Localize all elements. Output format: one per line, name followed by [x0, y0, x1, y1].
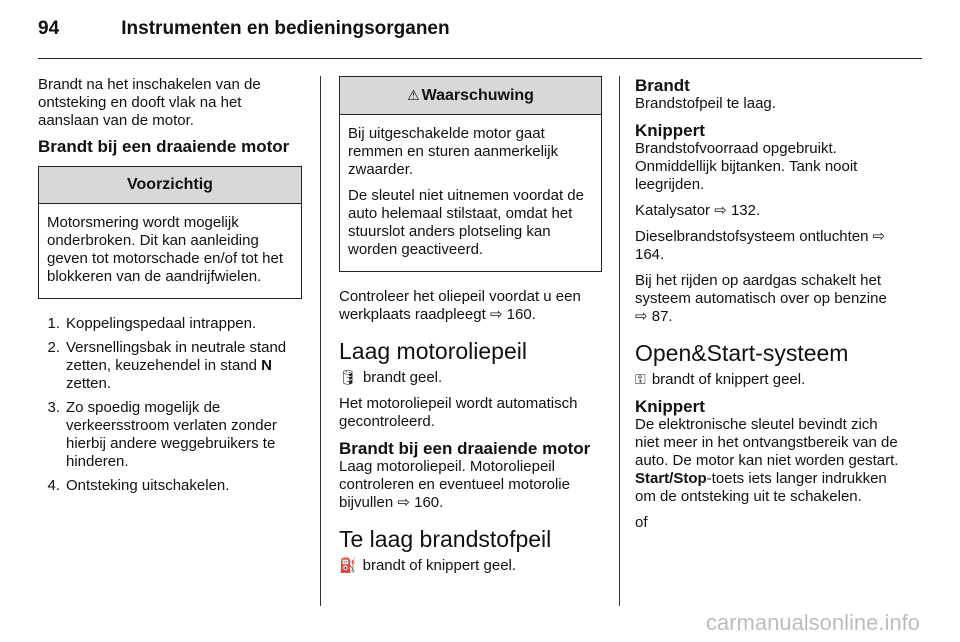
- section-heading: Laag motoroliepeil: [339, 338, 527, 364]
- list-item: 2. Versnellingsbak in neutrale stand zetten, keuzehendel in stand N zetten.: [47, 339, 287, 392]
- paragraph: ⛽ brandt of knippert geel.: [339, 557, 517, 574]
- column-2: [339, 76, 602, 583]
- page-number: 94: [38, 18, 60, 39]
- ref-arrow-icon: ⇨: [489, 306, 503, 323]
- fuel-pump-icon: ⛽: [339, 557, 357, 573]
- paragraph: Brandstofpeil te laag.: [635, 95, 776, 112]
- paragraph: Katalysator ⇨ 132.: [635, 202, 761, 219]
- warning-text: Bij uitgeschakelde motor gaat remmen en sturen aanmerkelijk zwaarder.: [348, 125, 559, 178]
- list-item: 1. Koppelingspedaal intrappen.: [47, 315, 257, 332]
- steps-list: [38, 315, 302, 495]
- paragraph: 🛢 brandt geel.: [339, 369, 443, 386]
- sub-heading: Brandt bij een draaiende motor: [339, 439, 591, 458]
- column-1: [38, 76, 302, 501]
- paragraph: Brandt na het inschakelen van de ontsteking en dooft vlak na het aanslaan van de motor.: [38, 76, 261, 129]
- paragraph: of: [635, 514, 648, 531]
- paragraph: Bij het rijden op aardgas schakelt het systeem automatisch over op benzine ⇨ 87.: [635, 272, 887, 325]
- ref-arrow-icon: ⇨: [872, 228, 886, 245]
- sub-heading: Knippert: [635, 397, 705, 416]
- page-title: Instrumenten en bedieningsorganen: [121, 18, 450, 39]
- section-heading: Te laag brandstofpeil: [339, 526, 552, 552]
- watermark: carmanualsonline.info: [705, 610, 920, 635]
- paragraph: ⚿ brandt of knippert geel.: [635, 371, 806, 388]
- page-header: [38, 18, 450, 40]
- header-rule: [38, 58, 922, 59]
- section-heading: Open&Start-systeem: [635, 340, 849, 366]
- paragraph: Dieselbrandstofsysteem ontluchten ⇨ 164.: [635, 228, 886, 263]
- section-heading: Brandt bij een draaiende motor: [38, 137, 290, 156]
- column-divider: [619, 76, 620, 606]
- caution-title: Voorzichtig: [39, 167, 301, 204]
- warning-box: [339, 76, 602, 272]
- ref-arrow-icon: ⇨: [635, 308, 648, 325]
- key-icon: ⚿: [635, 371, 646, 387]
- caution-box: [38, 166, 302, 299]
- column-divider: [320, 76, 321, 606]
- list-item: 3. Zo spoedig mogelijk de verkeersstroom verlaten zonder hierbij andere weggebruikers te hinderen.: [47, 399, 277, 470]
- oil-can-icon: 🛢: [339, 369, 357, 385]
- paragraph: Brandstofvoorraad opgebruikt. Onmiddellijk bijtanken. Tank nooit leegrijden.: [635, 140, 858, 193]
- ref-arrow-icon: ⇨: [397, 494, 410, 511]
- paragraph: De elektronische sleutel bevindt zich niet meer in het ontvangstbereik van de auto. De motor kan niet worden gestart. Start/Stop-toets iets langer indrukken om de ontsteking uit te schakelen.: [635, 416, 899, 505]
- sub-heading: Knippert: [635, 121, 705, 140]
- ref-arrow-icon: ⇨: [714, 202, 727, 219]
- column-3: [635, 76, 903, 540]
- warning-triangle-icon: ⚠: [407, 87, 420, 103]
- paragraph: Controleer het oliepeil voordat u een werkplaats raadpleegt ⇨ 160.: [339, 288, 581, 323]
- sub-heading: Brandt: [635, 76, 690, 95]
- warning-text: De sleutel niet uitnemen voordat de auto helemaal stilstaat, omdat het stuurslot anders plotseling kan worden geactiveerd.: [348, 187, 584, 258]
- list-item: 4. Ontsteking uitschakelen.: [47, 477, 230, 494]
- caution-text: Motorsmering wordt mogelijk onderbroken. Dit kan aanleiding geven tot motorschade en/of tot het blokkeren van de aandrijfwielen.: [47, 214, 283, 285]
- paragraph: Laag motoroliepeil. Motoroliepeil controleren en eventueel motorolie bijvullen ⇨ 160.: [339, 458, 570, 511]
- warning-title: ⚠ Waarschuwing: [340, 77, 601, 115]
- paragraph: Het motoroliepeil wordt automatisch gecontroleerd.: [339, 395, 578, 430]
